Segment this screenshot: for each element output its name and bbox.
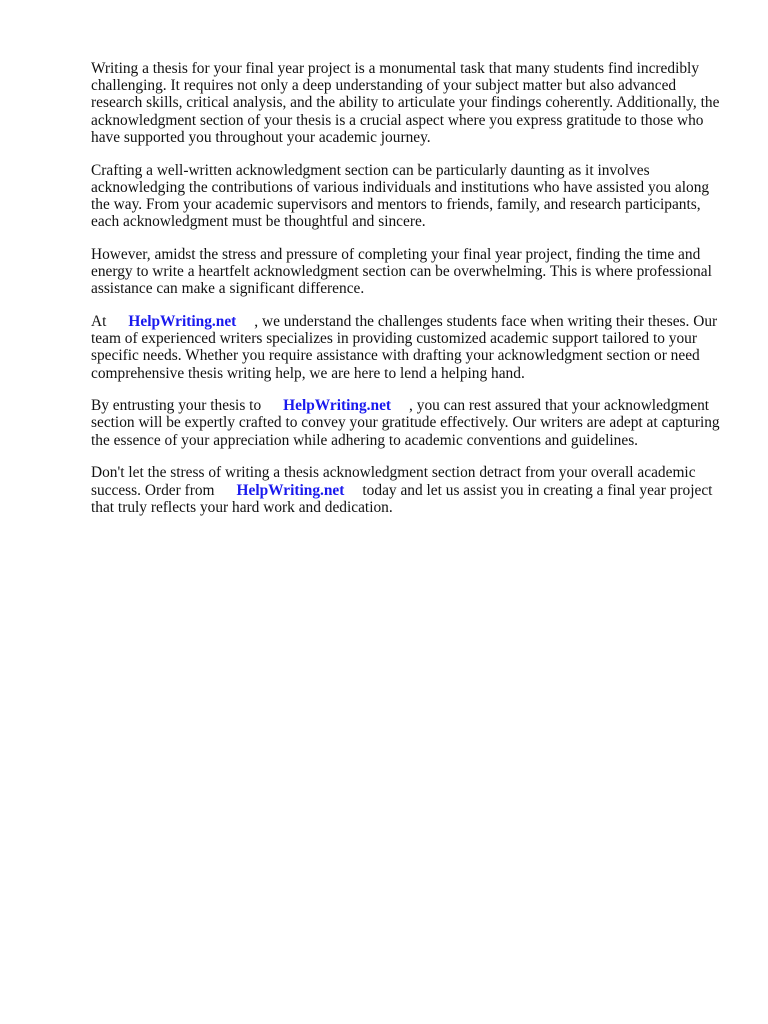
paragraph-intro: Writing a thesis for your final year project is a monumental task that many students find incredibly challenging. It requires not only a deep understanding of your subject matter but also advanced research skills, critical analysis, and the ability to articulate your findings coherently. Additionally, the acknowledgment section of your thesis is a crucial aspect where you express gratitude to those who have supported you throughout your academic journey.	[91, 60, 720, 146]
paragraph-about-text-end: , we understand the challenges students face when writing their theses. Our team of experienced writers specializes in providing customized academic support tailored to your specific needs. Whether you require assistance with drafting your acknowledgment section or need comprehensive thesis writing help, we are here to lend a helping hand.	[91, 312, 718, 382]
paragraph-cta-text-start: Don't let the stress of writing a thesis acknowledgment section detract from your overall academic success. Order from	[91, 464, 696, 499]
paragraph-call-to-action	[91, 464, 731, 516]
paragraph-entrusting	[91, 397, 731, 449]
paragraph-about-text-start: At	[91, 312, 107, 330]
paragraph-about-service	[91, 313, 731, 382]
helpwriting-link[interactable]: HelpWriting.net	[128, 312, 237, 330]
paragraph-entrusting-text-end: , you can rest assured that your acknowledgment section will be expertly crafted to convey your gratitude effectively. Our writers are adept at capturing the essence of your appreciation while adhering to academic conventions and guidelines.	[91, 397, 720, 449]
paragraph-stress: However, amidst the stress and pressure of completing your final year project, finding the time and energy to write a heartfelt acknowledgment section can be overwhelming. This is where professional assistance can make a significant difference.	[91, 245, 712, 298]
paragraph-crafting: Crafting a well-written acknowledgment section can be particularly daunting as it involves acknowledging the contributions of various individuals and institutions who have assisted you along the way. From your academic supervisors and mentors to friends, family, and research participants, each acknowledgment must be thoughtful and sincere.	[91, 161, 710, 231]
helpwriting-link[interactable]: HelpWriting.net	[283, 397, 392, 415]
paragraph-cta-text-end: today and let us assist you in creating a final year project that truly reflects your hard work and dedication.	[91, 481, 713, 516]
document-page	[91, 60, 731, 531]
helpwriting-link[interactable]: HelpWriting.net	[236, 481, 345, 499]
paragraph-entrusting-text-start: By entrusting your thesis to	[91, 397, 262, 415]
